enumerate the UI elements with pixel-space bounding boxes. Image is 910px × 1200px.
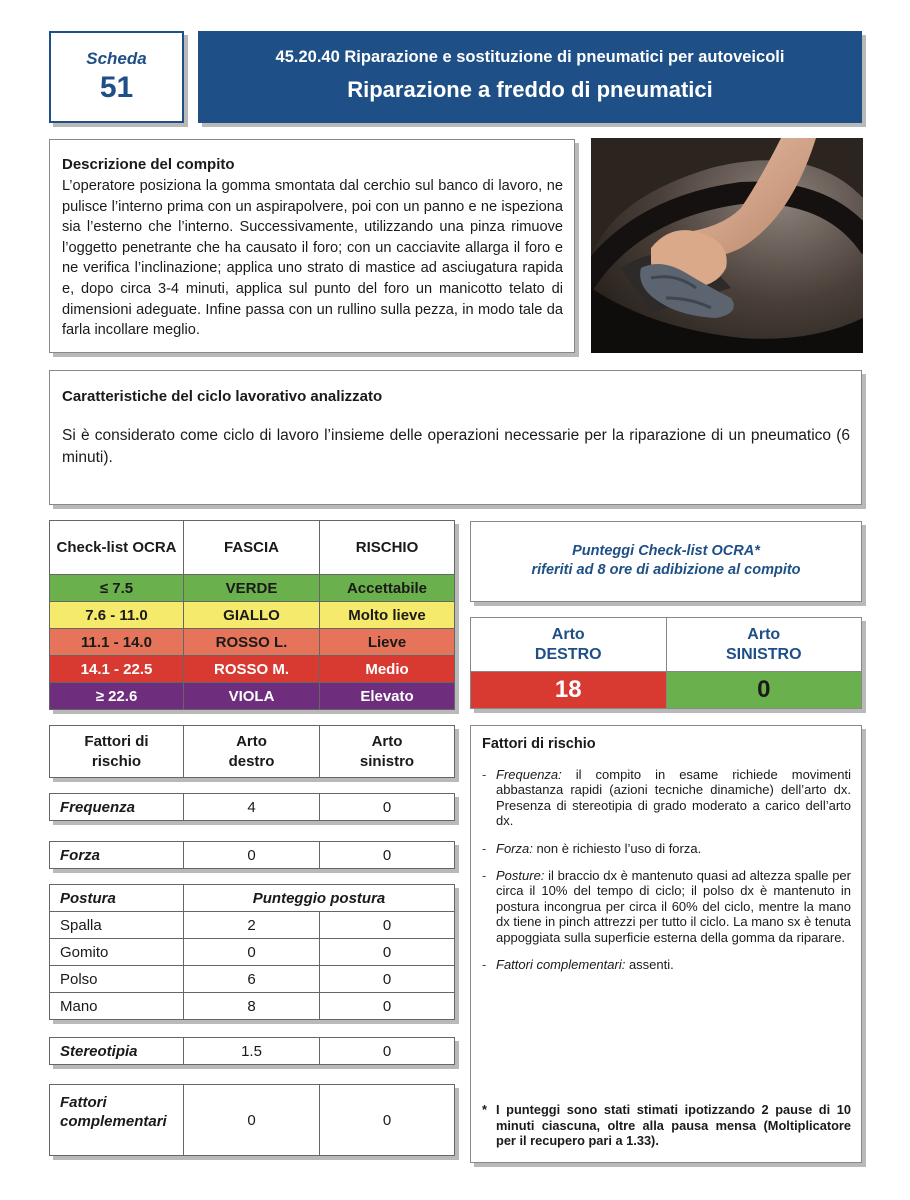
ocra-fascia: VERDE [184,575,320,602]
risk-text: il braccio dx è mantenuto quasi ad altezza spalle per circa il 10% del tempo di ciclo; il polso dx è mantenuto in postura incongrua per circa il 60% del ciclo, mentre la mano dx tiene in pinch attrezzi per tutto il ciclo. La mano sx è tenuta appoggiata sulla superficie esterna della gomma da riparare. [496,868,851,945]
ocra-header-fascia: FASCIA [184,521,320,575]
stereotipia-label: Stereotipia [50,1038,184,1065]
ocra-range: 14.1 - 22.5 [50,656,184,683]
ocra-legend-table [49,520,455,710]
frequenza-label: Frequenza [50,794,184,821]
forza-row [50,842,455,869]
factors-head-label-text: Fattori di rischio [84,732,149,770]
complementari-label [50,1085,184,1156]
risk-text: il compito in esame richiede movimenti abbastanza rapidi (azioni tecniche dinamiche) dell’arto dx. Presenza di stereotipia di grado moderato a carico dell’arto dx. [496,767,851,829]
factors-head-label [50,726,184,778]
factors-header-table [49,725,455,778]
ocra-range: 7.6 - 11.0 [50,602,184,629]
factors-head-dx-text: Arto destro [228,732,275,770]
score-label-dx: Arto DESTRO [534,625,602,663]
risk-item-complementari: - Fattori complementari: assenti. [482,957,674,973]
ocra-range: ≤ 7.5 [50,575,184,602]
postura-row-dx: 6 [184,966,320,993]
factors-head-sx [320,726,455,778]
score-value-dx: 18 [471,672,667,709]
postura-row-sx: 0 [320,966,455,993]
risk-term: Forza: [496,840,533,856]
stereotipia-dx: 1.5 [184,1038,320,1065]
complementari-sx: 0 [320,1085,455,1156]
ocra-rischio: Accettabile [320,575,455,602]
scheda-label: Scheda [86,49,147,68]
risk-term: Frequenza: [496,767,562,782]
risk-text: assenti. [625,957,674,973]
ocra-rischio: Elevato [320,683,455,710]
postura-header-row [50,885,455,912]
factors-head-dx [184,726,320,778]
forza-sx: 0 [320,842,455,869]
score-label-sx: Arto SINISTRO [725,625,802,663]
ocra-row-viola [50,683,455,710]
factors-head-sx-text: Arto sinistro [359,732,415,770]
postura-table [49,884,455,1020]
ocra-rischio: Molto lieve [320,602,455,629]
postura-row-gomito [50,939,455,966]
frequenza-sx: 0 [320,794,455,821]
page-title: Riparazione a freddo di pneumatici [347,77,713,102]
ocra-rischio: Lieve [320,629,455,656]
punteggi-box [470,521,862,602]
ocra-row-giallo [50,602,455,629]
postura-row-sx: 0 [320,939,455,966]
photo-illustration [591,138,863,353]
ocra-range: ≥ 22.6 [50,683,184,710]
risk-item-posture: - Posture: il braccio dx è mantenuto quasi ad altezza spalle per circa il 10% del tempo di ciclo; il polso dx è mantenuto in postura incongrua per circa il 60% del ciclo, mentre la mano dx tiene in pinch attrezzi per tutto il ciclo. La mano sx è tenuta appoggiata sulla superficie esterna della gomma da riparare. [482,868,851,945]
postura-row-label: Mano [50,993,184,1020]
cycle-title: Caratteristiche del ciclo lavorativo analizzato [62,388,383,405]
ocra-header-rischio: RISCHIO [320,521,455,575]
ocra-fascia: ROSSO L. [184,629,320,656]
postura-label: Postura [50,885,184,912]
score-value-row [471,672,862,709]
postura-row-label: Polso [50,966,184,993]
description-title: Descrizione del compito [62,156,235,173]
postura-row-label: Spalla [50,912,184,939]
risk-factors-title: Fattori di rischio [482,736,596,752]
risk-factors-box [470,725,862,1163]
stereotipia-table [49,1037,455,1065]
risk-term: Fattori complementari: [496,957,626,973]
complementari-dx: 0 [184,1085,320,1156]
score-header-dx [471,618,667,672]
stereotipia-row [50,1038,455,1065]
punteggi-line1: Punteggi Check-list OCRA* [572,543,760,559]
postura-row-mano [50,993,455,1020]
scheda-box [49,31,184,123]
score-header-sx [666,618,862,672]
risk-item-forza: - Forza: non è richiesto l’uso di forza. [482,840,702,856]
frequenza-table [49,793,455,821]
punteggi-line2: riferiti ad 8 ore di adibizione al compito [531,562,801,578]
ocra-fascia: VIOLA [184,683,320,710]
risk-footnote: * I punteggi sono stati stimati ipotizzando 2 pause di 10 minuti ciascuna, oltre alla pausa mensa (Moltiplicatore per il recupero pari a 1.33). [482,1102,851,1149]
frequenza-row [50,794,455,821]
ocra-row-rosso-m [50,656,455,683]
risk-footnote-text: I punteggi sono stati stimati ipotizzando 2 pause di 10 minuti ciascuna, oltre alla pausa mensa (Moltiplicatore per il recupero pari a 1.33). [496,1102,851,1149]
forza-table [49,841,455,869]
complementari-label-text: Fattori complementari [60,1094,167,1130]
postura-row-polso [50,966,455,993]
postura-row-sx: 0 [320,912,455,939]
postura-row-dx: 8 [184,993,320,1020]
ocra-header-checklist: Check-list OCRA [50,521,184,575]
description-text: L’operatore posiziona la gomma smontata dal cerchio sul banco di lavoro, ne pulisce l’interno prima con un aspirapolvere, poi con un panno e ne ispeziona sia l’esterno che l’interno. Successivamente, utilizzando una pinza rimuove l’oggetto penetrante che ha causato il foro; con un cacciavite allarga il foro e ne verifica l’inclinazione; applica uno strato di mastice ad asciugatura rapida e, dopo circa 3-4 minuti, applica sul punto del foro un manicotto telato di dimensioni adeguate. Infine passa con un rullino sulla pezza, in modo tale da farla incollare meglio. [62,178,563,339]
risk-text: non è richiesto l’uso di forza. [532,840,702,856]
score-table [470,617,862,709]
risk-item-frequenza: - Frequenza: il compito in esame richiede movimenti abbastanza rapidi (azioni tecniche dinamiche) dell’arto dx. Presenza di stereotipia di grado moderato a carico dell’arto dx. [482,767,851,829]
forza-dx: 0 [184,842,320,869]
forza-label: Forza [50,842,184,869]
title-bar [198,31,862,123]
cycle-text: Si è considerato come ciclo di lavoro l’insieme delle operazioni necessarie per la riparazione di un pneumatico (6 minuti). [62,427,850,466]
postura-subhead: Punteggio postura [184,885,455,912]
page-subtitle: 45.20.40 Riparazione e sostituzione di pneumatici per autoveicoli [275,48,785,66]
factors-header-row [50,726,455,778]
postura-row-label: Gomito [50,939,184,966]
postura-row-sx: 0 [320,993,455,1020]
scheda-number: 51 [99,71,134,104]
description-box [49,139,575,353]
stereotipia-sx: 0 [320,1038,455,1065]
ocra-header-row [50,521,455,575]
ocra-row-verde [50,575,455,602]
risk-term: Posture: [496,868,545,884]
postura-row-dx: 0 [184,939,320,966]
score-value-sx: 0 [666,672,862,709]
frequenza-dx: 4 [184,794,320,821]
complementari-table [49,1084,455,1156]
ocra-fascia: ROSSO M. [184,656,320,683]
ocra-range: 11.1 - 14.0 [50,629,184,656]
score-header-row [471,618,862,672]
ocra-row-rosso-l [50,629,455,656]
postura-row-spalla [50,912,455,939]
task-photo [591,138,863,353]
ocra-fascia: GIALLO [184,602,320,629]
cycle-box [49,370,862,505]
complementari-row [50,1085,455,1156]
ocra-rischio: Medio [320,656,455,683]
postura-row-dx: 2 [184,912,320,939]
